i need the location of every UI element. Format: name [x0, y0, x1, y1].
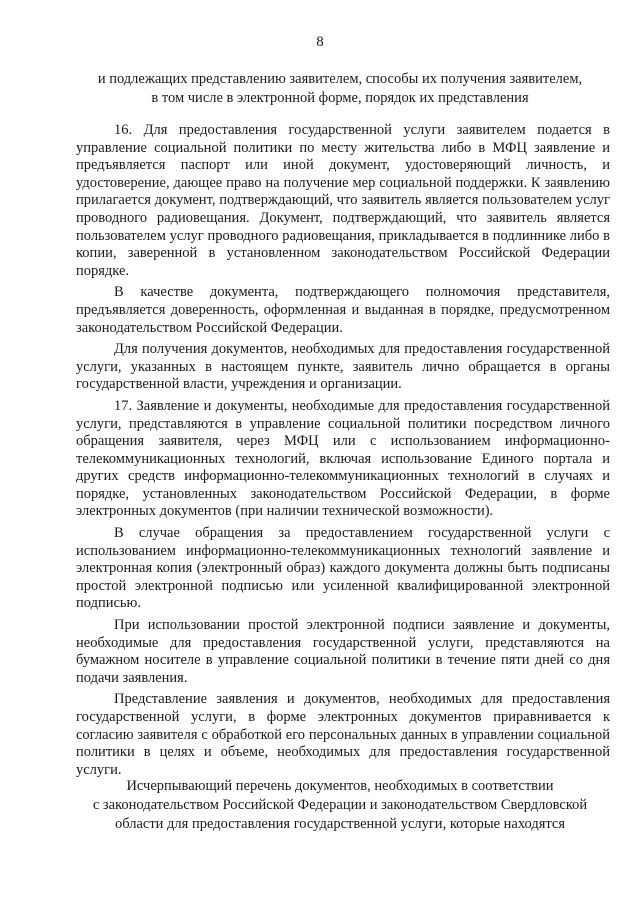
paragraph-representative: В качестве документа, подтверждающего полномочия представителя, предъявляется доверенность, оформленная и выданная в порядке, предусмотренном законодательством Российской Федерации.: [76, 284, 610, 336]
paragraph-simple-signature: При использовании простой электронной подписи заявление и документы, необходимые для предоставления государственной услуги, представляются на бумажном носителе в управление социальной политики в течение пяти дней со дня подачи заявления.: [76, 617, 610, 686]
paragraph-16: 16. Для предоставления государственной услуги заявителем подается в управление социальной политики по месту жительства либо в МФЦ заявление и предъявляется паспорт или иной документ, удостоверяющий личность, и удостоверение, дающее право на получение мер социальной поддержки. К заявлению прилагается документ, подтверждающий, что заявитель является пользователем услуг проводного радиовещания. Документ, подтверждающий, что заявитель является пользователем услуг проводного радиовещания, прикладывается в подлиннике либо в копии, заверенной в установленном законодательством Российской Федерации порядке.: [76, 122, 610, 279]
document-body: [76, 122, 610, 783]
section-heading-line: и подлежащих представлению заявителем, способы их получения заявителем,: [97, 71, 583, 87]
next-section-heading-line: области для предоставления государственной услуги, которые находятся: [114, 816, 566, 832]
next-section-heading: [60, 777, 620, 834]
paragraph-consent: Представление заявления и документов, необходимых для предоставления государственной услуги, в форме электронных документов приравнивается к согласию заявителя с обработкой его персональных данных в управлении социальной политики в целях и объеме, необходимых для предоставления государственной услуги.: [76, 691, 610, 778]
section-heading: [60, 70, 620, 108]
paragraph-electronic-signature: В случае обращения за предоставлением государственной услуги с использованием информационно-телекоммуникационных технологий заявление и электронная копия (электронный образ) каждого документа должны быть подписаны простой электронной подписью или усиленной квалифицированной электронной подписью.: [76, 525, 610, 612]
next-section-heading-line: Исчерпывающий перечень документов, необходимых в соответствии: [126, 778, 554, 794]
section-heading-line: в том числе в электронной форме, порядок их представления: [151, 90, 529, 106]
next-section-heading-line: с законодательством Российской Федерации и законодательством Свердловской: [92, 797, 588, 813]
paragraph-17: 17. Заявление и документы, необходимые для предоставления государственной услуги, представляются в управление социальной политики посредством личного обращения заявителя, через МФЦ или с использованием информационно-телекоммуникационных технологий, включая использование Единого портала и других средств информационно-телекоммуникационных технологий в случаях и порядке, установленных законодательством Российской Федерации, в форме электронных документов (при наличии технической возможности).: [76, 397, 610, 520]
page-number: 8: [316, 34, 324, 50]
paragraph-documents: Для получения документов, необходимых для предоставления государственной услуги, указанных в настоящем пункте, заявитель лично обращается в органы государственной власти, учреждения и организации.: [76, 341, 610, 393]
